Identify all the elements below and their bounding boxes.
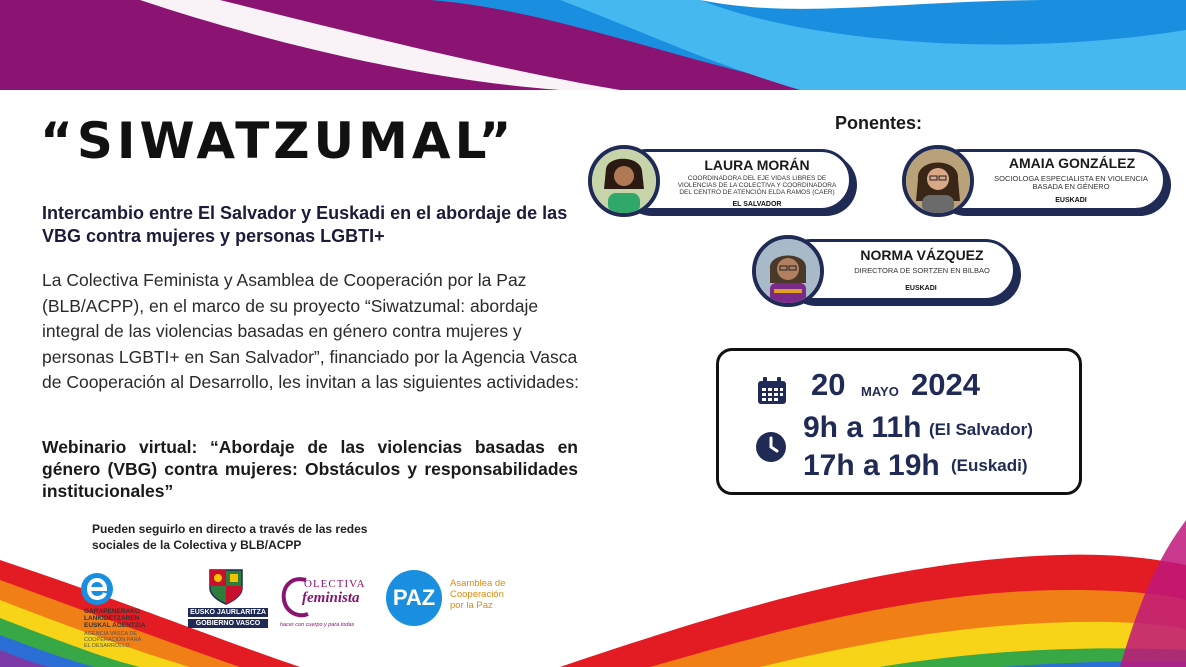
paz-logo — [386, 570, 516, 630]
paz-line: por la Paz — [450, 600, 493, 611]
speaker-role: DIRECTORA DE SORTZEN EN BILBAO — [854, 266, 990, 275]
gobierno-line2: GOBIERNO VASCO — [188, 619, 268, 628]
event-day: 20 — [811, 367, 846, 402]
elankidetza-sub: AGENCIA VASCA DE — [84, 631, 138, 637]
speaker-card-norma — [752, 235, 1022, 307]
event-subtitle: Intercambio entre El Salvador y Euskadi en el abordaje de las VBG contra mujeres y personas LGBTI+ — [42, 203, 568, 246]
time-euskadi: 17h a 19h — [803, 449, 940, 482]
elankidetza-logo — [80, 572, 190, 649]
elankidetza-line: GARAPENERAKO — [84, 608, 140, 615]
event-month: MAYO — [861, 384, 899, 399]
intro-paragraph: La Colectiva Feminista y Asamblea de Cooperación por la Paz (BLB/ACPP), en el marco de su proyecto “Siwatzumal: abordaje integral de las violencias basadas en género contra mujeres y personas LGBTI+ en San Salvador”, financiado por la Agencia Vasca de Cooperación al Desarrollo, les invitan a las siguientes actividades: — [42, 270, 579, 392]
paz-mark-icon — [386, 570, 442, 626]
elankidetza-sub: EL DESARROLLO — [84, 643, 130, 649]
speaker-role: SOCIOLOGA ESPECIALISTA EN VIOLENCIA BASADA EN GÉNERO — [994, 174, 1148, 191]
speaker-location: EUSKADI — [1055, 197, 1087, 204]
coat-of-arms-icon — [206, 566, 246, 606]
calendar-icon — [757, 377, 787, 405]
elankidetza-line: LANKIDETZAREN — [84, 615, 140, 622]
gobierno-line1: EUSKO JAURLARITZA — [188, 608, 268, 617]
colectiva-line2: feminista — [302, 590, 360, 606]
speaker-photo — [902, 145, 974, 217]
event-datetime-box — [716, 348, 1082, 495]
follow-note: Pueden seguirlo en directo a través de las redes sociales de la Colectiva y BLB/ACPP — [92, 522, 368, 552]
elankidetza-line: EUSKAL AGENTZIA — [84, 622, 146, 629]
paz-mark-text: PAZ — [392, 585, 436, 610]
event-title: “SIWATZUMAL” — [40, 112, 516, 170]
colectiva-line1: OLECTIVA — [304, 578, 366, 590]
clock-icon — [755, 431, 787, 463]
speaker-name: NORMA VÁZQUEZ — [860, 247, 984, 263]
colectiva-tagline: hacer con cuerpo y para todas — [280, 622, 355, 628]
paz-line: Cooperación — [450, 589, 504, 600]
speaker-photo — [588, 145, 660, 217]
place-el-salvador: (El Salvador) — [929, 420, 1033, 439]
place-euskadi: (Euskadi) — [951, 456, 1028, 475]
speaker-photo — [752, 235, 824, 307]
speaker-location: EUSKADI — [905, 285, 937, 292]
gobierno-vasco-logo — [188, 566, 268, 632]
elankidetza-e-icon — [80, 572, 114, 606]
speaker-location: EL SALVADOR — [732, 201, 782, 208]
webinar-title: Webinario virtual: “Abordaje de las violencias basadas en género (VBG) contra mujeres: Obstáculos y responsabilidades institucionales” — [42, 437, 578, 501]
paz-line: Asamblea de — [450, 578, 506, 589]
colectiva-feminista-logo — [280, 572, 376, 636]
speaker-name: LAURA MORÁN — [704, 157, 810, 173]
time-el-salvador: 9h a 11h — [803, 411, 922, 444]
speaker-card-amaia — [902, 145, 1172, 217]
speakers-heading: Ponentes: — [835, 113, 923, 133]
elankidetza-sub: COOPERACIÓN PARA — [84, 637, 142, 643]
speaker-role: COORDINADORA DEL EJE VIDAS LIBRES DE VIOLENCIAS DE LA COLECTIVA Y COORDINADORA DEL CENTRO DE ATENCIÓN ELDA RAMOS (CAER) — [677, 175, 837, 196]
event-year: 2024 — [911, 367, 980, 402]
speaker-name: AMAIA GONZÁLEZ — [1008, 155, 1136, 171]
speaker-card-laura — [588, 145, 858, 217]
